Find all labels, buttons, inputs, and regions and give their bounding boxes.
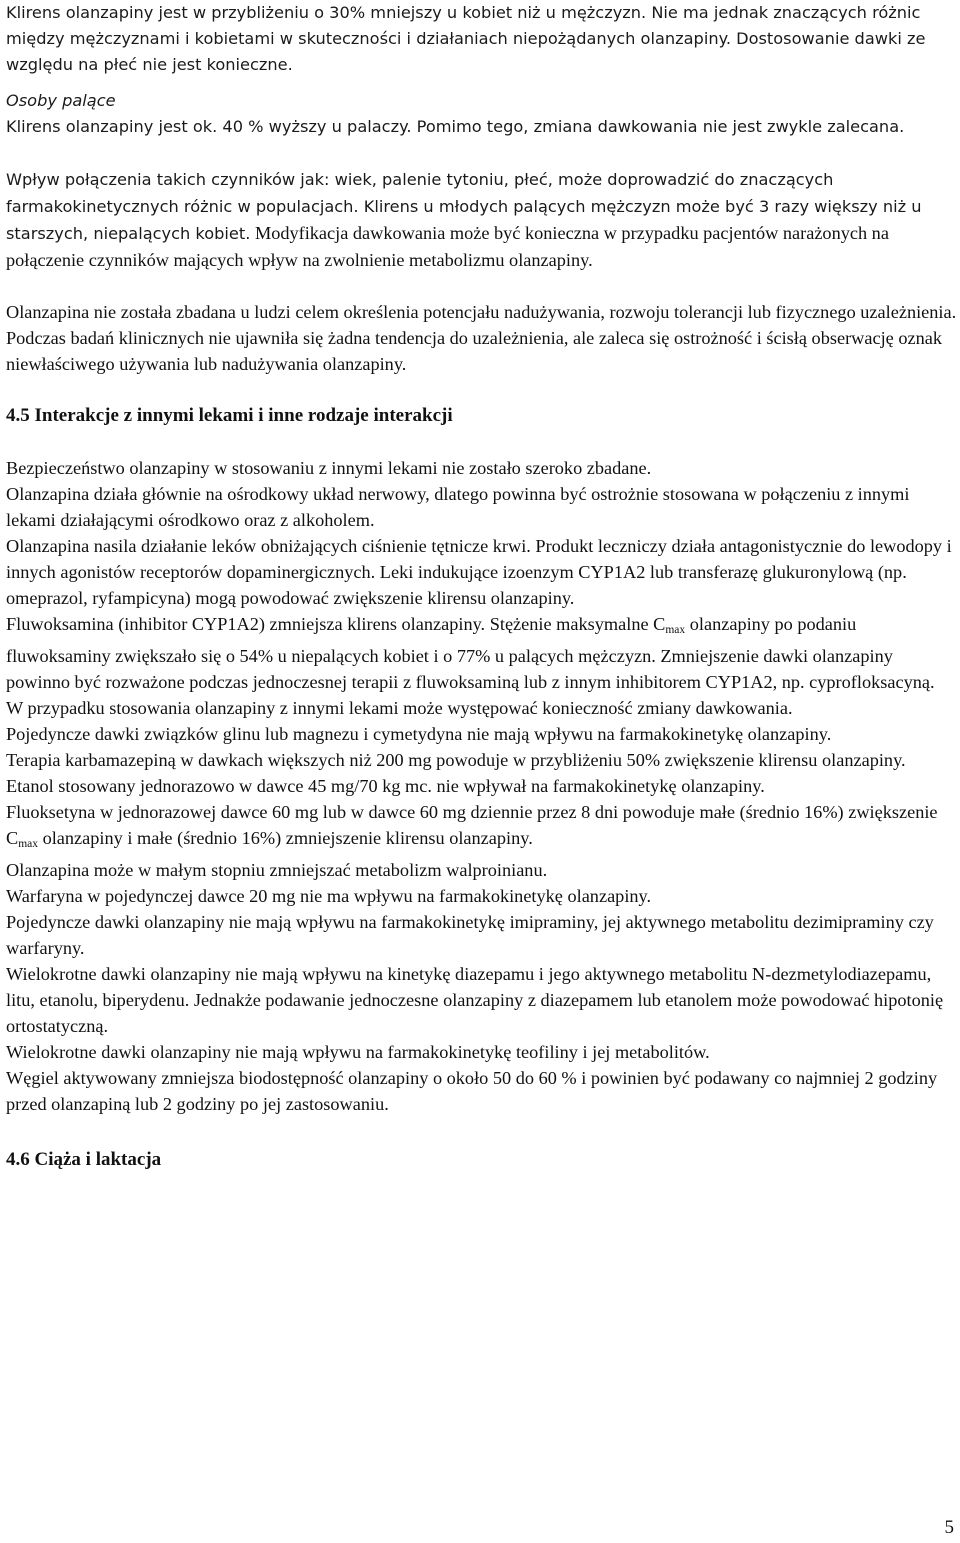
paragraph-fluvoxamine (6, 611, 958, 695)
fluvoxamine-text-b: olanzapiny po podaniu fluwoksaminy zwiększało się o 54% u niepalących kobiet i o 77% u palących mężczyzn. Zmniejszenie dawki olanzapiny powinno być rozważone podczas jednoczesnej terapii z fluwoksaminą lub z innym inhibitorem CYP1A2, np. cyprofloksacyną. (6, 614, 935, 692)
paragraph-dose-change: W przypadku stosowania olanzapiny z innymi lekami może występować konieczność zmiany dawkowania. (6, 698, 793, 718)
subheading-smokers: Osoby palące (6, 91, 116, 110)
cmax-subscript: max (665, 624, 686, 636)
paragraph-charcoal: Węgiel aktywowany zmniejsza biodostępność olanzapiny o około 50 do 60 % i powinien być podawany co najmniej 2 godziny przed olanzapiną lub 2 godziny po jej zastosowaniu. (6, 1068, 938, 1114)
cmax-subscript: max (18, 838, 39, 850)
section-heading-4-6: 4.6 Ciąża i laktacja (6, 1149, 162, 1170)
paragraph-aluminium: Pojedyncze dawki związków glinu lub magnezu i cymetydyna nie mają wpływu na farmakokinetykę olanzapiny. (6, 724, 832, 744)
paragraph-cns: Olanzapina działa głównie na ośrodkowy układ nerwowy, dlatego powinna być ostrożnie stosowana w połączeniu z innymi lekami działającymi ośrodkowo oraz z alkoholem. (6, 484, 910, 530)
fluvoxamine-text-a: Fluwoksamina (inhibitor CYP1A2) zmniejsza klirens olanzapiny. Stężenie maksymalne C (6, 614, 666, 634)
paragraph-imipramine: Pojedyncze dawki olanzapiny nie mają wpływu na farmakokinetykę imipraminy, jej aktywnego metabolitu dezimipraminy czy warfaryny. (6, 912, 934, 958)
paragraph-combined-factors (6, 166, 958, 273)
fluoxetine-text-a: Fluoksetyna w jednorazowej dawce 60 mg lub w dawce 60 mg dziennie przez 8 dni powoduje małe (średnio 16%) zwiększenie C (6, 802, 938, 848)
paragraph-smokers: Klirens olanzapiny jest ok. 40 % wyższy u palaczy. Pomimo tego, zmiana dawkowania nie jest zwykle zalecana. (6, 117, 905, 136)
page-number: 5 (944, 1517, 954, 1538)
paragraph-diazepam: Wielokrotne dawki olanzapiny nie mają wpływu na kinetykę diazepamu i jego aktywnego metabolitu N-dezmetylodiazepamu, litu, etanolu, biperydenu. Jednakże podawanie jednoczesne olanzapiny z diazepamem lub etanolem może powodować hipotonię ortostatyczną. (6, 964, 944, 1036)
paragraph-ethanol: Etanol stosowany jednorazowo w dawce 45 mg/70 kg mc. nie wpływał na farmakokinetykę olanzapiny. (6, 776, 765, 796)
combined-factors-serif: Modyfikacja dawkowania może być konieczna w przypadku pacjentów narażonych na połączenie czynników mających wpływ na zwolnienie metabolizmu olanzapiny. (6, 223, 889, 270)
paragraph-fluoxetine (6, 799, 958, 857)
paragraph-valproate: Olanzapina może w małym stopniu zmniejszać metabolizm walproinianu. (6, 860, 548, 880)
section-heading-4-5: 4.5 Interakcje z innymi lekami i inne rodzaje interakcji (6, 405, 453, 426)
paragraph-theophylline: Wielokrotne dawki olanzapiny nie mają wpływu na farmakokinetykę teofiliny i jej metabolitów. (6, 1042, 710, 1062)
document-page (6, 0, 958, 1173)
combined-factors-sans: Wpływ połączenia takich czynników jak: wiek, palenie tytoniu, płeć, może doprowadzić do znaczących farmakokinetycznych różnic w populacjach. Klirens u młodych palących mężczyzn może być 3 razy większy niż u starszych, niepalących kobiet. (6, 170, 922, 243)
paragraph-carbamazepine: Terapia karbamazepiną w dawkach większych niż 200 mg powoduje w przybliżeniu 50% zwiększenie klirensu olanzapiny. (6, 750, 906, 770)
paragraph-hypotension: Olanzapina nasila działanie leków obniżających ciśnienie tętnicze krwi. Produkt leczniczy działa antagonistycznie do lewodopy i innych agonistów receptorów dopaminergicznych. Leki indukujące izoenzym CYP1A2 lub transferazę glukuronylową (np. omeprazol, ryfampicyna) mogą powodować zwiększenie klirensu olanzapiny. (6, 536, 952, 608)
paragraph-safety: Bezpieczeństwo olanzapiny w stosowaniu z innymi lekami nie zostało szeroko zbadane. (6, 458, 652, 478)
paragraph-sex-differences: Klirens olanzapiny jest w przybliżeniu o 30% mniejszy u kobiet niż u mężczyzn. Nie ma jednak znaczących różnic między mężczyznami i kobietami w skuteczności i działaniach niepożądanych olanzapiny. Dostosowanie dawki ze względu na płeć nie jest konieczne. (6, 3, 926, 74)
paragraph-abuse: Olanzapina nie została zbadana u ludzi celem określenia potencjału nadużywania, rozwoju tolerancji lub fizycznego uzależnienia. Podczas badań klinicznych nie ujawniła się żadna tendencja do uzależnienia, ale zaleca się ostrożność i ścisłą obserwację oznak niewłaściwego używania lub nadużywania olanzapiny. (6, 302, 957, 374)
fluoxetine-text-b: olanzapiny i małe (średnio 16%) zmniejszenie klirensu olanzapiny. (38, 828, 533, 848)
paragraph-warfarin: Warfaryna w pojedynczej dawce 20 mg nie ma wpływu na farmakokinetykę olanzapiny. (6, 886, 652, 906)
